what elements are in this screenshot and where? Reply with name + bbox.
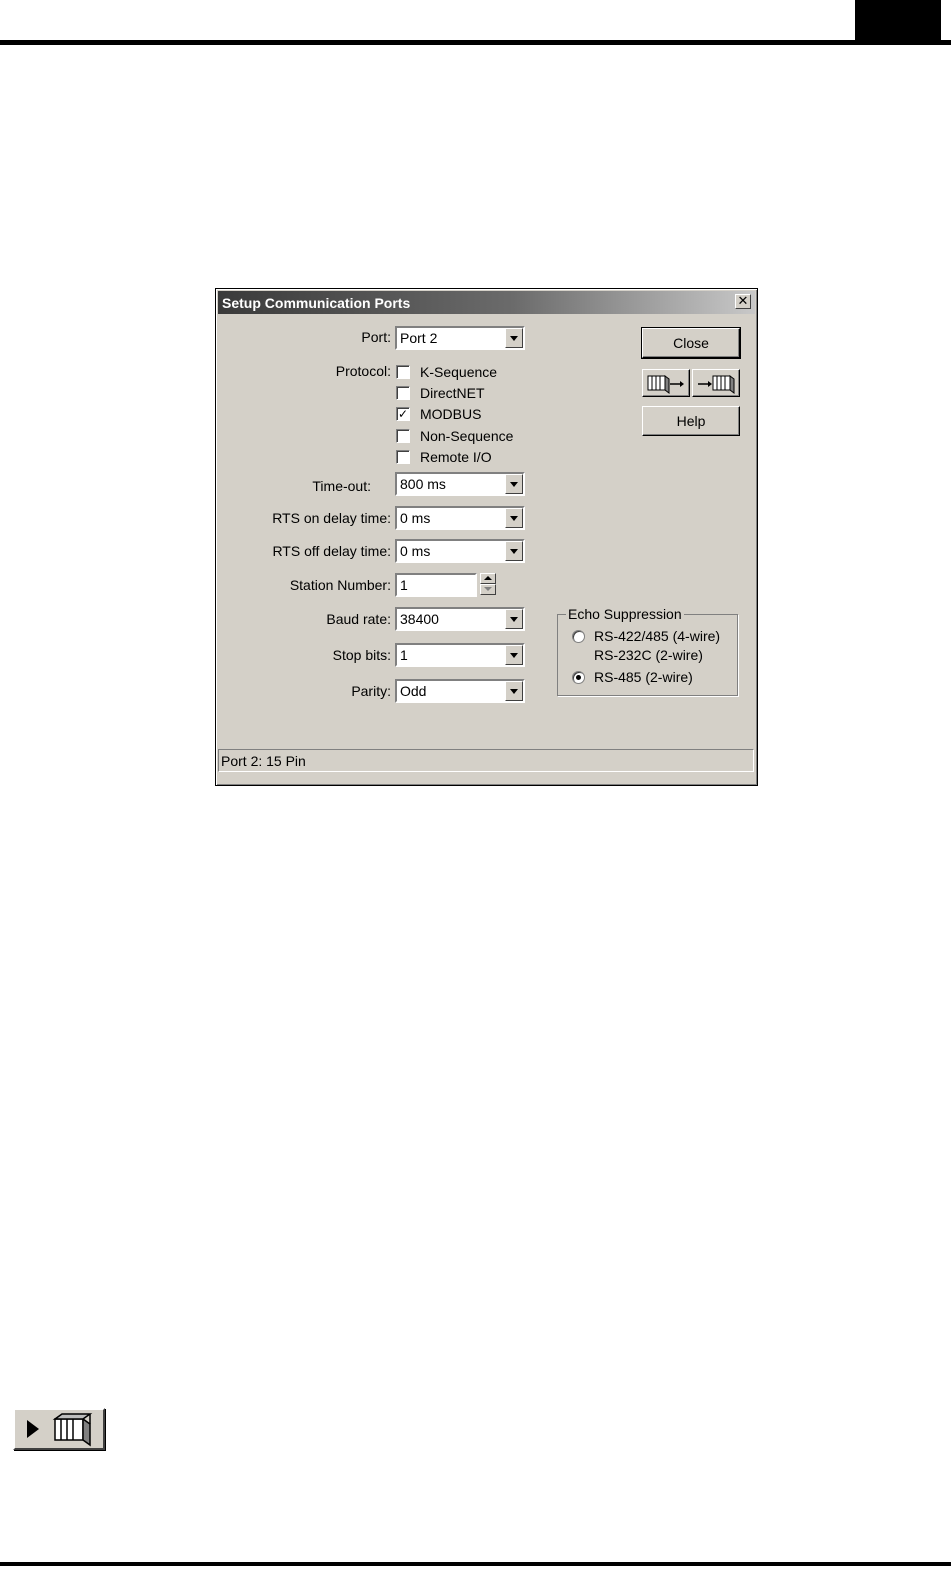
spin-down-icon[interactable]: [480, 584, 496, 595]
status-text: Port 2: 15 Pin: [221, 753, 306, 769]
timeout-value: 800 ms: [400, 476, 446, 492]
setup-communication-ports-dialog: [215, 288, 758, 786]
read-from-plc-icon: [643, 370, 689, 396]
protocol-label: Protocol:: [335, 363, 391, 379]
baud-rate-label: Baud rate:: [326, 611, 391, 627]
rs485-label: RS-485 (2-wire): [594, 669, 693, 685]
check-icon[interactable]: ✓: [397, 407, 409, 421]
protocol-label-text: K-Sequence: [420, 364, 498, 380]
rs232c-label: RS-232C (2-wire): [594, 647, 703, 663]
baud-rate-select[interactable]: [395, 607, 525, 631]
rts-on-value: 0 ms: [400, 510, 431, 526]
write-to-plc-icon: [693, 370, 739, 396]
rts-off-label: RTS off delay time:: [272, 543, 391, 559]
header-rule: [0, 40, 951, 45]
parity-select[interactable]: [395, 679, 525, 703]
help-button[interactable]: Help: [642, 406, 740, 436]
station-number-label: Station Number:: [289, 577, 391, 593]
stop-bits-select[interactable]: [395, 643, 525, 667]
close-icon[interactable]: ✕: [735, 294, 751, 309]
station-value: 1: [400, 577, 408, 593]
chevron-down-icon[interactable]: [505, 645, 523, 665]
chevron-down-icon[interactable]: [505, 609, 523, 629]
echo-suppression-title: Echo Suppression: [568, 606, 682, 622]
protocol-label-text: MODBUS: [420, 406, 482, 422]
read-from-plc-button[interactable]: [642, 369, 690, 397]
page-corner-tab: [855, 0, 941, 40]
checkbox[interactable]: [396, 450, 410, 464]
port-value: Port 2: [400, 330, 438, 346]
stop-bits-label: Stop bits:: [332, 647, 391, 663]
chevron-down-icon[interactable]: [505, 474, 523, 494]
rts-on-label: RTS on delay time:: [272, 510, 391, 526]
dialog-title: Setup Communication Ports: [222, 295, 411, 311]
protocol-label-text: DirectNET: [420, 385, 485, 401]
close-button[interactable]: Close: [642, 328, 740, 358]
chevron-down-icon[interactable]: [505, 508, 523, 528]
rts-off-value: 0 ms: [400, 543, 431, 559]
footer-rule: [0, 1562, 951, 1566]
rs422-485-label: RS-422/485 (4-wire): [594, 628, 721, 644]
port-label: Port:: [361, 329, 391, 345]
rts-off-delay-select[interactable]: [395, 539, 525, 563]
chevron-down-icon[interactable]: [505, 541, 523, 561]
status-bar: [218, 749, 754, 772]
protocol-label-text: Remote I/O: [420, 449, 492, 465]
station-number-spinner[interactable]: [480, 573, 496, 595]
write-to-plc-button[interactable]: [692, 369, 740, 397]
write-to-plc-icon: [15, 1410, 103, 1448]
port-select[interactable]: [395, 326, 525, 350]
baud-value: 38400: [400, 611, 439, 627]
parity-value: Odd: [400, 683, 427, 699]
spin-up-icon[interactable]: [480, 573, 496, 584]
timeout-select[interactable]: [395, 472, 525, 496]
stop-bits-value: 1: [400, 647, 408, 663]
checkbox[interactable]: [396, 365, 410, 379]
parity-label: Parity:: [351, 683, 391, 699]
checkbox[interactable]: [396, 386, 410, 400]
radio-rs485-2wire[interactable]: [572, 671, 585, 684]
checkbox[interactable]: [396, 429, 410, 443]
chevron-down-icon[interactable]: [505, 328, 523, 348]
protocol-label-text: Non-Sequence: [420, 428, 514, 444]
radio-rs422-485[interactable]: [572, 630, 585, 643]
title-bar: [218, 291, 755, 314]
rts-on-delay-select[interactable]: [395, 506, 525, 530]
timeout-label: Time-out:: [312, 478, 371, 494]
write-to-plc-toolbar-button[interactable]: [13, 1408, 105, 1450]
station-number-input[interactable]: [395, 573, 477, 597]
chevron-down-icon[interactable]: [505, 681, 523, 701]
